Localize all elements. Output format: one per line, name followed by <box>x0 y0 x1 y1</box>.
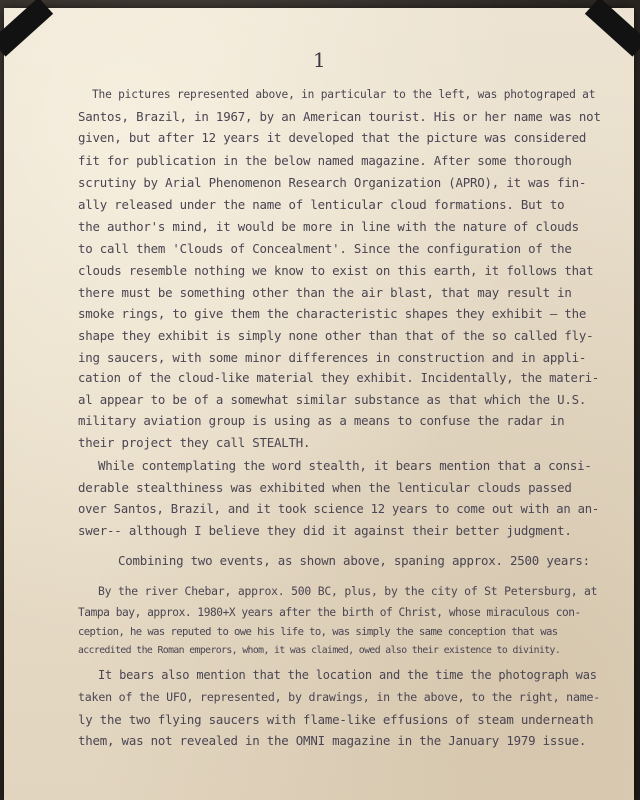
text-line: taken of the UFO, represented, by drawings, in the above, to the right, name- <box>78 690 601 704</box>
corner-tape-top-left <box>0 0 53 57</box>
text-line: the author's mind, it would be more in line with the nature of clouds <box>78 219 579 234</box>
text-line: accredited the Roman emperors, whom, it was claimed, owed also their existence to divinity. <box>78 645 561 656</box>
text-line: ly the two flying saucers with flame-like effusions of steam underneath <box>78 712 594 727</box>
text-line: Tampa bay, approx. 1980+X years after the birth of Christ, whose miraculous con- <box>78 606 581 619</box>
text-line: al appear to be of a somewhat similar substance as that which the U.S. <box>78 392 587 407</box>
text-line: ally released under the name of lenticular cloud formations. But to <box>78 197 565 212</box>
text-line: ing saucers, with some minor differences in construction and in appli- <box>78 350 587 365</box>
text-line: military aviation group is using as a means to confuse the radar in <box>78 413 565 428</box>
text-line: their project they call STEALTH. <box>78 435 311 450</box>
text-line: clouds resemble nothing we know to exist on this earth, it follows that <box>78 263 594 278</box>
text-line: there must be something other than the air blast, that may result in <box>78 285 572 300</box>
text-line: The pictures represented above, in particular to the left, was photograped at <box>92 88 596 101</box>
text-line: shape they exhibit is simply none other than that of the so called fly- <box>78 328 594 343</box>
text-line: By the river Chebar, approx. 500 BC, plus, by the city of St Petersburg, at <box>98 584 598 598</box>
text-line: fit for publication in the below named magazine. After some thorough <box>78 153 572 168</box>
text-line: It bears also mention that the location and the time the photograph was <box>98 668 597 682</box>
text-line: derable stealthiness was exhibited when the lenticular clouds passed <box>78 480 572 495</box>
page-number: 1 <box>313 48 326 72</box>
text-line: to call them 'Clouds of Concealment'. Since the configuration of the <box>78 241 572 256</box>
text-line: cation of the cloud-like material they exhibit. Incidentally, the materi- <box>78 371 600 385</box>
text-line: ception, he was reputed to owe his life to, was simply the same conception that was <box>78 626 558 638</box>
text-line: While contemplating the word stealth, it bears mention that a consi- <box>98 458 592 473</box>
text-line: them, was not revealed in the OMNI magazine in the January 1979 issue. <box>78 733 587 748</box>
text-line: Combining two events, as shown above, spaning approx. 2500 years: <box>118 553 590 568</box>
text-line: scrutiny by Arial Phenomenon Research Organization (APRO), it was fin- <box>78 175 587 190</box>
corner-tape-top-right <box>585 0 640 57</box>
text-line: swer-- although I believe they did it against their better judgment. <box>78 523 572 538</box>
text-line: given, but after 12 years it developed that the picture was considered <box>78 130 587 145</box>
typewritten-page <box>4 8 634 800</box>
text-line: over Santos, Brazil, and it took science 12 years to come out with an an- <box>78 502 600 516</box>
text-line: smoke rings, to give them the characteristic shapes they exhibit — the <box>78 306 587 321</box>
text-line: Santos, Brazil, in 1967, by an American tourist. His or her name was not <box>78 109 601 124</box>
